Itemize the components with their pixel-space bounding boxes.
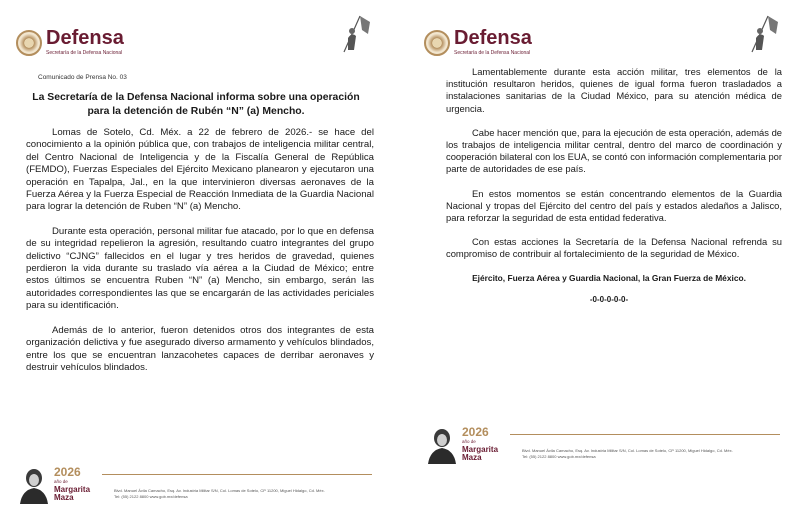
year-label: 2026 <box>462 425 489 439</box>
footer-address <box>522 448 784 460</box>
paragraph: Cabe hacer mención que, para la ejecución de esta operación, además de los trabajos de inteligencia militar central, dentro del marco de coordinación y cooperación bilateral con los EUA, se contó con información complementaria por parte de autoridades de ese país. <box>446 126 782 175</box>
press-release-page-1 <box>10 8 382 508</box>
page-footer <box>418 424 790 468</box>
body-text <box>10 127 382 374</box>
contact-line: Tel: (55) 2122 8800 www.gob.mx/defensa <box>522 454 596 459</box>
year-name-2: Maza <box>54 493 74 502</box>
paragraph: Además de lo anterior, fueron detenidos otros dos integrantes de esta organización delictiva y fue asegurado diverso armamento y vehículos blindados, entre los que se encuentran lanzacohetes capaces de derribar aeronaves y destruir vehículos blindados. <box>26 324 374 373</box>
end-mark: -0-0-0-0-0- <box>589 294 629 304</box>
paragraph: Lamentablemente durante esta acción militar, tres elementos de la institución resultaron heridos, quienes de igual forma fueron trasladados a instalaciones sanitarias de la Ciudad México, para su atención médica de urgencia. <box>446 66 782 114</box>
portrait-icon <box>426 426 458 464</box>
letterhead <box>10 8 382 56</box>
national-seal-icon <box>424 30 450 56</box>
year-sub-label: año de <box>54 479 68 484</box>
brand-subtitle: Secretaría de la Defensa Nacional <box>454 50 531 56</box>
brand-name: Defensa <box>46 27 124 49</box>
year-name-1: Margarita <box>462 445 499 454</box>
year-label: 2026 <box>54 465 81 479</box>
brand-logo <box>454 28 532 56</box>
year-name-2: Maza <box>462 453 482 462</box>
contact-line: Tel: (55) 2122 8800 www.gob.mx/defensa <box>114 494 188 499</box>
page-footer <box>10 464 382 508</box>
institutional-slogan: Ejército, Fuerza Aérea y Guardia Nacional, la Gran Fuerza de México. <box>472 272 746 283</box>
paragraph: Con estas acciones la Secretaría de la Defensa Nacional refrenda su compromiso de contribuir al fortalecimiento de la seguridad de México. <box>446 236 782 260</box>
year-sub-label: año de <box>462 439 476 444</box>
press-release-page-2 <box>418 8 790 468</box>
paragraph: Durante esta operación, personal militar fue atacado, por lo que en defensa de su integridad repelieron la agresión, resultando cuatro integrantes del grupo delictivo “CJNG” fallecidos en el lugar y tres heridos de gravedad, quienes perdieron la vida durante su traslado vía aérea a la Ciudad de México; entre estos últimos se encuentra Ruben “N” (a) Mencho, sin embargo, serán las autoridades correspondientes las que se encargarán de las actividades periciales para su identificación. <box>26 225 374 312</box>
paragraph: En estos momentos se están concentrando elementos de la Guardia Nacional y tropas del Ejército del centro del país y estados aledaños a Jalisco, para reforzar la seguridad de esta entidad federativa. <box>446 187 782 224</box>
national-seal-icon <box>16 30 42 56</box>
flag-bearer-icon <box>746 14 780 54</box>
brand-subtitle: Secretaría de la Defensa Nacional <box>46 50 123 56</box>
paragraph: Lomas de Sotelo, Cd. Méx. a 22 de febrero de 2026.- se hace del conocimiento a la opinión pública que, con trabajos de inteligencia militar central, del Centro Nacional de Inteligencia y de la Fiscalía General de República (FEMDO), Fuerzas Especiales del Ejército Mexicano planearon y ejecutaron una operación en Tapalpa, Jal., en la que intervinieron diversas aeronaves de la Fuerza Aérea y la Fuerza Especial de Reacción Inmediata de la Guardia Nacional para lograr la detención de Ruben “N” (a) Mencho. <box>26 127 374 213</box>
brand-name: Defensa <box>454 27 532 49</box>
body-text <box>418 66 790 261</box>
portrait-icon <box>18 466 50 504</box>
address-line: Blvd. Manuel Ávila Camacho, Esq. Av. Industria Militar S/N, Col. Lomas de Sotelo, CP 11200, Miguel Hidalgo, Cd. Méx. <box>522 448 733 453</box>
footer-divider <box>102 474 372 475</box>
press-release-title: La Secretaría de la Defensa Nacional informa sobre una operación para la detención de Rubén “N” (a) Mencho. <box>32 92 360 117</box>
address-line: Blvd. Manuel Ávila Camacho, Esq. Av. Industria Militar S/N, Col. Lomas de Sotelo, CP 11200, Miguel Hidalgo, Cd. Méx. <box>114 488 325 493</box>
year-name-1: Margarita <box>54 485 91 494</box>
flag-bearer-icon <box>338 14 372 54</box>
footer-divider <box>510 434 780 435</box>
press-release-number: Comunicado de Prensa No. 03 <box>38 74 127 81</box>
commemorative-year-logo <box>54 466 94 502</box>
letterhead <box>418 8 790 56</box>
commemorative-year-logo <box>462 426 502 462</box>
brand-logo <box>46 28 124 56</box>
footer-address <box>114 488 376 500</box>
